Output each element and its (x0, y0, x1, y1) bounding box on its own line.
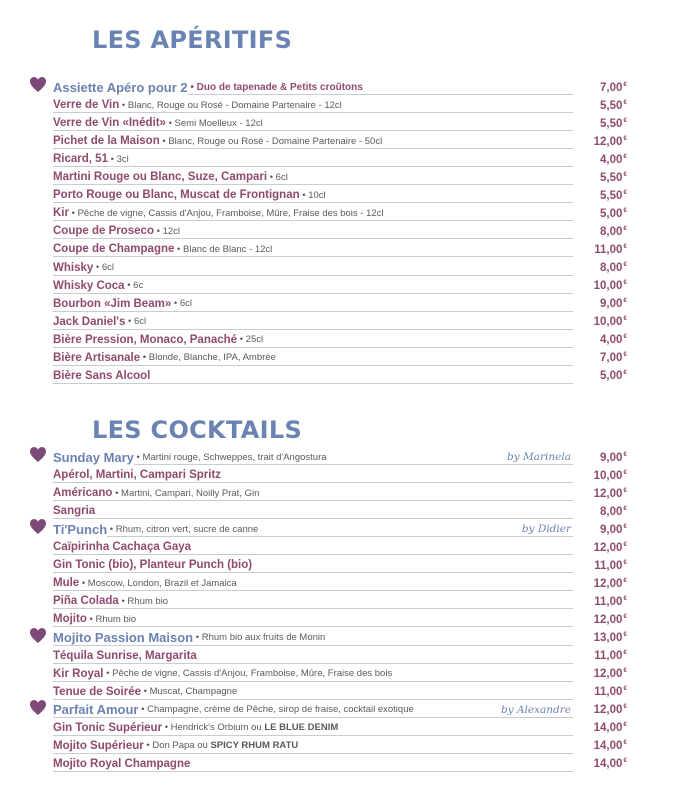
menu-item-name: Mojito Royal Champagne (53, 757, 191, 770)
currency-symbol: € (623, 450, 627, 458)
price-value: 5,50 (599, 171, 623, 184)
menu-item (53, 755, 627, 773)
menu-item-line (53, 556, 573, 574)
menu-item-line (53, 78, 573, 96)
menu-item-price (573, 333, 627, 346)
menu-item-line (53, 277, 573, 295)
menu-item-description: • Rhum bio (87, 614, 139, 625)
menu-item-name: Kir (53, 207, 69, 220)
menu-item-name: Mojito Supérieur (53, 739, 144, 752)
menu-item-price (573, 451, 627, 464)
menu-item-line (53, 349, 573, 367)
menu-item-name: Bourbon «Jim Beam» (53, 297, 172, 310)
menu-item-line (53, 647, 573, 665)
menu-item-line (53, 114, 573, 132)
currency-symbol: € (623, 315, 627, 323)
leader-rule (53, 699, 573, 700)
menu-item-line (53, 466, 573, 484)
menu-item-line (53, 719, 573, 737)
menu-item-name: Caïpirinha Cachaça Gaya (53, 541, 192, 554)
menu-item-price (573, 721, 627, 734)
menu-item (53, 448, 627, 466)
menu-item-price (573, 577, 627, 590)
currency-symbol: € (623, 297, 627, 305)
currency-symbol: € (623, 80, 627, 88)
price-value: 9,00 (599, 298, 623, 311)
menu-item-price (573, 261, 627, 274)
menu-item-name: Sunday Mary (53, 449, 134, 465)
menu-item-description: • Martini rouge, Schweppes, trait d'Angostura (134, 452, 330, 463)
price-value: 4,00 (599, 153, 623, 166)
menu-item (53, 313, 627, 331)
menu-item-price (573, 171, 627, 184)
price-value: 12,00 (593, 668, 623, 681)
currency-symbol: € (623, 612, 627, 620)
heart-icon (29, 699, 47, 717)
menu-item-description: • Champagne, crème de Pêche, sirop de fraise, cocktail exotique (138, 704, 416, 715)
menu-item (53, 719, 627, 737)
menu-item-line (53, 737, 573, 755)
menu-item (53, 78, 627, 96)
menu-item-line (53, 168, 573, 186)
menu-item-price (573, 189, 627, 202)
menu-item-price (573, 135, 627, 148)
leader-rule (53, 753, 573, 754)
currency-symbol: € (623, 242, 627, 250)
currency-symbol: € (623, 594, 627, 602)
price-value: 5,50 (599, 189, 623, 202)
currency-symbol: € (623, 134, 627, 142)
menu-item (53, 610, 627, 628)
currency-symbol: € (623, 757, 627, 765)
price-value: 14,00 (593, 740, 623, 753)
menu-item (53, 204, 627, 222)
menu-item-name: Mule (53, 577, 80, 590)
menu-item-line (53, 538, 573, 556)
price-value: 12,00 (593, 577, 623, 590)
price-value: 5,50 (599, 117, 623, 130)
price-value: 12,00 (593, 704, 623, 717)
menu-item-name: Porto Rouge ou Blanc, Muscat de Frontignan (53, 189, 300, 202)
menu-item-line (53, 313, 573, 331)
price-value: 5,00 (599, 207, 623, 220)
menu-item (53, 484, 627, 502)
menu-item-name: Mojito Passion Maison (53, 630, 194, 645)
menu-item-line (53, 683, 573, 701)
price-value: 11,00 (594, 243, 623, 256)
menu-item-line (53, 295, 573, 313)
menu-item-name: Mojito (53, 613, 87, 626)
menu-item-line (53, 574, 573, 592)
menu-item-name: Apérol, Martini, Campari Spritz (53, 469, 222, 482)
menu-item-line (53, 755, 573, 773)
currency-symbol: € (623, 351, 627, 359)
price-value: 10,00 (593, 469, 623, 482)
menu-item-name: Téquila Sunrise, Margarita (53, 649, 197, 662)
menu-item (53, 683, 627, 701)
menu-item-line (53, 520, 573, 538)
currency-symbol: € (623, 685, 627, 693)
currency-symbol: € (623, 504, 627, 512)
menu-item-description: • Martini, Campari, Noilly Prat, Gin (112, 488, 262, 499)
menu-item-description: • Muscat, Champagne (141, 686, 240, 697)
price-value: 9,00 (599, 451, 623, 464)
menu-item-description: • 10cl (300, 190, 329, 201)
currency-symbol: € (623, 649, 627, 657)
price-value: 8,00 (599, 505, 623, 518)
menu-item (53, 574, 627, 592)
currency-symbol: € (623, 558, 627, 566)
price-value: 14,00 (593, 758, 623, 771)
menu-item-description: • 6c (125, 280, 147, 291)
menu-item-line (53, 150, 573, 168)
currency-symbol: € (623, 721, 627, 729)
menu-item-price (573, 739, 627, 752)
menu-item-line (53, 665, 573, 683)
menu-item-price (573, 469, 627, 482)
menu-item (53, 277, 627, 295)
bartender-signature: by Alexandre (500, 703, 571, 716)
menu-item-line (53, 240, 573, 258)
price-value: 13,00 (593, 632, 623, 644)
menu-item-price (573, 631, 627, 644)
menu-item-price (573, 243, 627, 256)
leader-rule (53, 771, 573, 772)
menu-item-line (53, 186, 573, 204)
currency-symbol: € (623, 261, 627, 268)
currency-symbol: € (623, 703, 627, 711)
leader-rule (53, 365, 573, 366)
currency-symbol: € (623, 468, 627, 476)
price-value: 7,00 (599, 352, 623, 365)
menu-item-price (573, 279, 627, 292)
leader-rule (53, 590, 573, 591)
menu-item-price (573, 505, 627, 518)
menu-item-name: Bière Artisanale (53, 351, 141, 364)
menu-item-description: • Rhum bio (119, 596, 171, 607)
menu-item-price (573, 81, 627, 94)
menu-item (53, 466, 627, 484)
price-value: 10,00 (593, 280, 623, 293)
price-value: 12,00 (593, 487, 623, 500)
menu-item (53, 367, 627, 385)
leader-rule (53, 311, 573, 312)
leader-rule (53, 383, 573, 384)
menu-item-description: • Semi Moelleux - 12cl (166, 118, 266, 129)
menu-item-name: Ti'Punch (53, 521, 108, 537)
menu-item (53, 295, 627, 313)
price-value: 11,00 (594, 559, 623, 572)
leader-rule (53, 554, 573, 555)
menu-item-name: Américano (53, 487, 113, 500)
menu-item-description: • 6cl (93, 262, 117, 273)
currency-symbol: € (623, 224, 627, 232)
menu-item-description: • Pêche de vigne, Cassis d'Anjou, Framboise, Mûre, Fraise des bois (104, 668, 396, 679)
menu-item (53, 592, 627, 610)
menu-item (53, 331, 627, 349)
menu-item (53, 629, 627, 647)
menu-item-description: • 6cl (171, 298, 195, 309)
currency-symbol: € (623, 152, 627, 160)
menu-item-description: • 25cl (237, 334, 266, 345)
menu-item (53, 665, 627, 683)
menu-item (53, 150, 627, 168)
menu-item (53, 132, 627, 150)
menu-item (53, 259, 627, 277)
currency-symbol: € (623, 279, 627, 287)
leader-rule (53, 166, 573, 167)
menu-item-name: Bière Sans Alcool (53, 369, 151, 382)
menu-item-name: Parfait Amour (53, 702, 139, 718)
menu-item-line (53, 592, 573, 610)
leader-rule (53, 500, 573, 501)
menu-item-price (573, 99, 627, 112)
menu-item-line (53, 629, 573, 647)
menu-item-price (573, 703, 627, 716)
price-value: 9,00 (599, 523, 623, 536)
currency-symbol: € (623, 522, 627, 530)
menu-item-name: Sangria (53, 505, 96, 518)
menu-item-price (573, 523, 627, 536)
price-value: 11,00 (594, 686, 623, 699)
menu-item-description: • 3cl (108, 154, 132, 165)
leader-rule (53, 148, 573, 149)
currency-symbol: € (623, 631, 627, 638)
currency-symbol: € (623, 170, 627, 178)
menu-item-price (573, 207, 627, 220)
bartender-signature: by Didier (521, 523, 571, 536)
menu-item-description: • Hendrick's Orbium ou LE BLUE DENIM (162, 722, 341, 733)
leader-rule (53, 735, 573, 736)
menu-item-description: • Blanc, Rouge ou Rosé - Domaine Partenaire - 50cl (160, 136, 385, 147)
leader-rule (53, 608, 573, 609)
menu-item-description: • Duo de tapenade & Petits croûtons (188, 82, 366, 93)
price-value: 7,00 (599, 81, 623, 94)
price-value: 5,00 (599, 370, 623, 383)
heart-icon (29, 446, 47, 464)
menu-item-line (53, 367, 573, 385)
menu-item-price (573, 225, 627, 238)
menu-item-name: Gin Tonic Supérieur (53, 721, 163, 734)
price-value: 4,00 (599, 334, 623, 347)
menu-item-line (53, 222, 573, 240)
menu-item-line (53, 132, 573, 150)
menu-item (53, 114, 627, 132)
menu-item-name: Tenue de Soirée (53, 685, 141, 698)
menu-item-description: • Don Papa ou SPICY RHUM RATU (144, 740, 302, 751)
price-value: 12,00 (593, 613, 623, 626)
currency-symbol: € (623, 333, 627, 341)
menu-item-price (573, 559, 627, 572)
menu-item-name: Jack Daniel's (53, 315, 126, 328)
menu-item (53, 186, 627, 204)
menu-item (53, 647, 627, 665)
menu-item-name: Coupe de Champagne (53, 243, 175, 256)
menu-item (53, 520, 627, 538)
price-value: 10,00 (593, 316, 623, 329)
menu-item (53, 701, 627, 719)
menu-item-price (573, 667, 627, 680)
menu-item (53, 556, 627, 574)
menu-item-price (573, 595, 627, 608)
currency-symbol: € (623, 369, 627, 377)
bartender-signature: by Marinela (507, 451, 571, 463)
menu-item-line (53, 484, 573, 502)
currency-symbol: € (623, 188, 627, 196)
menu-item-price (573, 315, 627, 328)
menu-item (53, 502, 627, 520)
leader-rule (53, 572, 573, 573)
menu-item-description: • Blanc, Rouge ou Rosé - Domaine Partenaire - 12cl (119, 100, 344, 111)
menu-item-description: • Blonde, Blanche, IPA, Ambrée (140, 352, 279, 363)
leader-rule (53, 681, 573, 682)
menu-item-description: • 12cl (154, 226, 183, 237)
menu-item-name: Ricard, 51 (53, 153, 108, 166)
leader-rule (53, 663, 573, 664)
menu-item-line (53, 448, 573, 466)
currency-symbol: € (623, 667, 627, 675)
menu-item-price (573, 685, 627, 698)
menu-item-price (573, 487, 627, 500)
leader-rule (53, 112, 573, 113)
heart-icon (29, 76, 47, 94)
currency-symbol: € (623, 576, 627, 584)
menu-item-line (53, 331, 573, 349)
menu-item-price (573, 153, 627, 166)
menu-item-line (53, 502, 573, 520)
menu-item-name: Martini Rouge ou Blanc, Suze, Campari (53, 171, 268, 184)
leader-rule (53, 518, 573, 519)
heart-icon (29, 627, 47, 645)
leader-rule (53, 347, 573, 348)
menu-item-name: Pichet de la Maison (53, 135, 160, 148)
leader-rule (53, 184, 573, 185)
leader-rule (53, 482, 573, 483)
currency-symbol: € (623, 739, 627, 747)
price-value: 14,00 (593, 722, 623, 735)
menu-item (53, 96, 627, 114)
menu-item (53, 240, 627, 258)
menu-item-name: Kir Royal (53, 667, 104, 680)
leader-rule (53, 130, 573, 131)
menu-item-description: • Rhum bio aux fruits de Monin (193, 632, 328, 643)
price-value: 12,00 (593, 135, 623, 148)
menu-item-line (53, 259, 573, 277)
menu-item-price (573, 541, 627, 554)
leader-rule (53, 275, 573, 276)
menu-item (53, 538, 627, 556)
menu-item-price (573, 613, 627, 626)
menu-item-description: • Moscow, London, Brazil et Jamaica (79, 578, 240, 589)
menu-item-name: Assiette Apéro pour 2 (53, 79, 188, 95)
menu-item-price (573, 649, 627, 662)
menu-item-name: Gin Tonic (bio), Planteur Punch (bio) (53, 559, 253, 572)
menu-item (53, 349, 627, 367)
price-value: 5,50 (599, 99, 623, 112)
leader-rule (53, 256, 573, 257)
menu-item (53, 168, 627, 186)
leader-rule (53, 626, 573, 627)
menu-item-name: Whisky Coca (53, 279, 125, 292)
leader-rule (53, 238, 573, 239)
price-value: 8,00 (599, 262, 623, 274)
price-value: 11,00 (594, 650, 623, 663)
menu-item-name: Verre de Vin «Inédit» (53, 117, 166, 130)
menu-item-price (573, 117, 627, 130)
menu-item-line (53, 96, 573, 114)
menu-item-description: • Rhum, citron vert, sucre de canne (107, 524, 261, 535)
menu-item-price (573, 297, 627, 310)
currency-symbol: € (623, 98, 627, 106)
menu-item (53, 222, 627, 240)
leader-rule (53, 293, 573, 294)
price-value: 11,00 (594, 595, 623, 608)
currency-symbol: € (623, 486, 627, 494)
menu-item-description: • 6cl (125, 316, 149, 327)
menu-item-description: • 6cl (267, 172, 291, 183)
currency-symbol: € (623, 540, 627, 548)
menu-item-name: Piña Colada (53, 595, 119, 608)
menu-item-line (53, 204, 573, 222)
menu-item-name: Bière Pression, Monaco, Panaché (53, 333, 238, 346)
price-value: 12,00 (593, 541, 623, 554)
leader-rule (53, 220, 573, 221)
menu-item-price (573, 351, 627, 364)
heart-icon (29, 518, 47, 536)
currency-symbol: € (623, 206, 627, 214)
currency-symbol: € (623, 116, 627, 124)
section-title-cocktails: LES COCKTAILS (92, 416, 303, 444)
menu-item-name: Whisky (53, 261, 94, 274)
menu-item-description: • Blanc de Blanc - 12cl (174, 244, 275, 255)
section-title-aperitifs: LES APÉRITIFS (92, 26, 293, 54)
menu-item-price (573, 757, 627, 770)
menu-item-line (53, 610, 573, 628)
menu-item-name: Verre de Vin (53, 99, 120, 112)
menu-item-name: Coupe de Proseco (53, 225, 154, 238)
leader-rule (53, 536, 573, 537)
menu-item-line (53, 701, 573, 719)
menu-item-description: • Pêche de vigne, Cassis d'Anjou, Framboise, Mûre, Fraise des bois - 12cl (69, 208, 387, 219)
leader-rule (53, 202, 573, 203)
leader-rule (53, 329, 573, 330)
menu-item-price (573, 369, 627, 382)
menu-item (53, 737, 627, 755)
price-value: 8,00 (599, 225, 623, 238)
